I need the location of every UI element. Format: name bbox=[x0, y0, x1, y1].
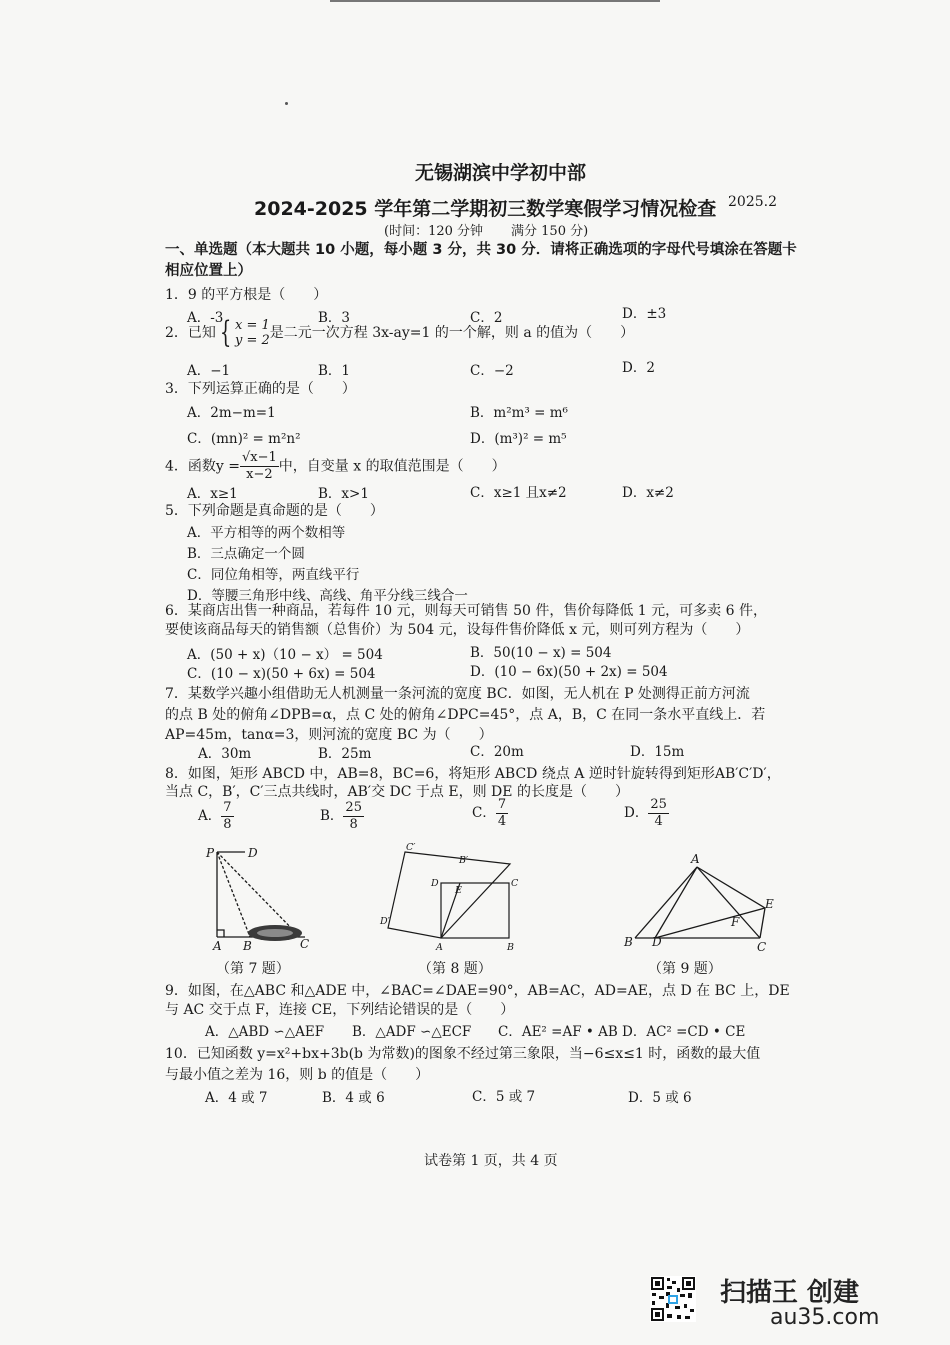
q6-option-d: D．(10 − 6x)(50 + 2x) = 504 bbox=[470, 664, 668, 680]
q8-c-num: 7 bbox=[497, 797, 507, 812]
q3-stem: 3．下列运算正确的是（ ） bbox=[165, 381, 356, 397]
exam-time: (时间：120 分钟 bbox=[384, 224, 484, 239]
school-name: 无锡湖滨中学初中部 bbox=[415, 162, 587, 184]
q2-stem bbox=[165, 315, 635, 350]
q9-line1: 9．如图，在△ABC 和△ADE 中，∠BAC=∠DAE=90°，AB=AC，AD=AE，点 D 在 BC 上，DE bbox=[165, 983, 790, 999]
fig9-line-ac bbox=[697, 867, 760, 938]
q10-line2: 与最小值之差为 16，则 b 的值是（ ） bbox=[165, 1067, 430, 1083]
q8-b-num: 25 bbox=[345, 800, 362, 815]
fig7-right-angle bbox=[217, 930, 224, 937]
q8-option-c bbox=[472, 797, 508, 830]
q8-line2: 当点 C，B′，C′三点共线时，AB′交 DC 于点 E，则 DE 的长度是（ ） bbox=[165, 784, 629, 800]
q6-option-b: B．50(10 − x) = 504 bbox=[470, 645, 612, 661]
q10-option-c: C．5 或 7 bbox=[472, 1089, 536, 1105]
q3-option-c: C．(mn)² = m²n² bbox=[187, 431, 301, 447]
q8-line1: 8．如图，矩形 ABCD 中，AB=8，BC=6，将矩形 ABCD 绕点 A 逆时针旋转得到矩形AB′C′D′， bbox=[165, 766, 781, 782]
fig8-label-c1: C′ bbox=[406, 842, 416, 853]
q5-option-a: A．平方相等的两个数相等 bbox=[187, 525, 346, 541]
q2-option-a: A．−1 bbox=[187, 363, 231, 379]
q8-d-den: 4 bbox=[654, 814, 663, 829]
q10-option-b: B．4 或 6 bbox=[322, 1090, 385, 1106]
q7-option-b: B．25m bbox=[318, 746, 372, 762]
page-footer: 试卷第 1 页，共 4 页 bbox=[424, 1153, 558, 1169]
q3-option-d: D．(m³)² = m⁵ bbox=[470, 431, 567, 447]
q8-b-fraction bbox=[343, 800, 364, 833]
fig9-line-ae bbox=[697, 867, 765, 908]
q7-line1: 7．某数学兴趣小组借助无人机测量一条河流的宽度 BC．如图，无人机在 P 处测得正前方河流 bbox=[165, 686, 750, 702]
q8-c-fraction bbox=[496, 797, 508, 830]
qr-code-icon bbox=[650, 1276, 696, 1322]
figure-9-caption: （第 9 题） bbox=[648, 961, 722, 977]
fig8-label-b1: B′ bbox=[459, 855, 469, 866]
q2-pre: 2．已知 bbox=[165, 325, 216, 341]
q9-option-c: C．AE² =AF • AB bbox=[498, 1024, 618, 1040]
figure-8 bbox=[375, 838, 535, 953]
fig7-label-a: A bbox=[213, 939, 222, 953]
exam-date: 2025.2 bbox=[728, 194, 777, 210]
q4-option-b: B．x>1 bbox=[318, 486, 369, 502]
fig7-label-p: P bbox=[206, 846, 215, 860]
q5-stem: 5．下列命题是真命题的是（ ） bbox=[165, 503, 384, 519]
q4-post: 中，自变量 x 的取值范围是（ ） bbox=[278, 458, 506, 475]
q8-b-den: 8 bbox=[349, 817, 358, 832]
fig9-line-ad bbox=[655, 867, 697, 938]
q8-option-d bbox=[624, 797, 669, 830]
fig9-label-f: F bbox=[731, 915, 740, 929]
q6-option-c: C．(10 − x)(50 + 6x) = 504 bbox=[187, 666, 376, 682]
q3-option-b: B．m²m³ = m⁶ bbox=[470, 405, 568, 421]
q4-option-d: D．x≠2 bbox=[622, 485, 674, 501]
top-edge-line bbox=[330, 0, 660, 2]
fig7-line-pb bbox=[217, 852, 250, 937]
q3-option-a: A．2m−m=1 bbox=[187, 405, 276, 421]
q6-line2: 要使该商品每天的销售额（总售价）为 504 元，设每件售价降低 x 元，则可列方程为（ ） bbox=[165, 622, 750, 638]
q8-option-a bbox=[198, 800, 234, 833]
figure-9 bbox=[615, 848, 790, 958]
watermark-site: au35.com bbox=[770, 1305, 880, 1330]
q6-line1: 6．某商店出售一种商品，若每件 10 元，则每天可销售 50 件，售价每降低 1 元，可多卖 6 件， bbox=[165, 603, 767, 619]
fig9-label-a: A bbox=[691, 852, 700, 866]
q2-system bbox=[235, 318, 270, 348]
watermark-brand: 扫描王 创建 bbox=[720, 1278, 860, 1308]
exam-score: 满分 150 分) bbox=[511, 224, 589, 239]
fig9-label-e: E bbox=[765, 897, 774, 911]
q4-denominator: x−2 bbox=[246, 467, 273, 482]
q8-d-num: 25 bbox=[650, 797, 667, 812]
q9-option-b: B．△ADF ∽△ECF bbox=[352, 1024, 472, 1040]
exam-title: 2024-2025 学年第二学期初三数学寒假学习情况检查 bbox=[254, 198, 717, 220]
fig8-label-d1: D′ bbox=[380, 916, 390, 927]
q8-a-fraction bbox=[221, 800, 233, 833]
q4-fraction bbox=[240, 450, 279, 483]
fig9-line-ce bbox=[760, 908, 765, 938]
q1-option-b: B．3 bbox=[318, 310, 351, 326]
fig7-label-b: B bbox=[243, 939, 252, 953]
fig8-label-a: A bbox=[436, 942, 443, 953]
fig9-line-de bbox=[655, 908, 765, 938]
fig7-river-highlight bbox=[257, 929, 293, 937]
q7-line3: AP=45m，tanα=3，则河流的宽度 BC 为（ ） bbox=[165, 727, 493, 743]
fig9-label-b: B bbox=[624, 935, 633, 949]
fig9-label-c: C bbox=[757, 940, 767, 954]
q1-option-d: D．±3 bbox=[622, 306, 667, 322]
q8-c-letter: C． bbox=[472, 805, 496, 821]
q8-b-letter: B． bbox=[320, 808, 344, 824]
figure-7 bbox=[195, 840, 325, 955]
q6-option-a: A．(50 + x)（10 − x） = 504 bbox=[187, 647, 383, 663]
q4-numerator: √x−1 bbox=[242, 450, 277, 465]
q8-a-letter: A． bbox=[198, 808, 222, 824]
q9-line2: 与 AC 交于点 F，连接 CE，下列结论错误的是（ ） bbox=[165, 1002, 515, 1018]
exam-meta bbox=[384, 220, 588, 239]
q7-option-d: D．15m bbox=[630, 744, 685, 760]
q8-a-den: 8 bbox=[223, 817, 232, 832]
fig9-label-d: D bbox=[652, 935, 662, 949]
fig9-line-ab bbox=[635, 867, 697, 938]
q7-option-a: A．30m bbox=[198, 746, 252, 762]
q8-c-den: 4 bbox=[497, 814, 507, 829]
q2-post: 是二元一次方程 3x-ay=1 的一个解，则 a 的值为（ ） bbox=[269, 325, 635, 341]
q8-option-b bbox=[320, 800, 364, 833]
fig8-label-c: C bbox=[511, 878, 519, 889]
figure-7-caption: （第 7 题） bbox=[216, 961, 290, 977]
figure-8-caption: （第 8 题） bbox=[418, 961, 492, 977]
q9-option-a: A．△ABD ∽△AEF bbox=[205, 1024, 325, 1040]
q9-option-d: D．AC² =CD • CE bbox=[622, 1024, 746, 1040]
fig8-label-b: B bbox=[507, 942, 514, 953]
section-heading: 一、单选题（本大题共 10 小题，每小题 3 分，共 30 分．请将正确选项的字母代号填涂在答题卡相应位置上） bbox=[165, 242, 797, 279]
q2-eq1: x = 1 bbox=[235, 318, 270, 333]
q4-pre: 4．函数y = bbox=[165, 458, 240, 475]
q10-option-a: A．4 或 7 bbox=[205, 1090, 268, 1106]
q10-option-d: D．5 或 6 bbox=[628, 1090, 692, 1106]
q7-option-c: C．20m bbox=[470, 744, 524, 760]
fig8-rect-abcd bbox=[441, 883, 509, 938]
q1-stem: 1．9 的平方根是（ ） bbox=[165, 287, 328, 303]
q8-d-fraction bbox=[648, 797, 669, 830]
brace-symbol: { bbox=[219, 315, 232, 350]
fig8-label-e: E bbox=[455, 885, 462, 896]
q5-option-b: B．三点确定一个圆 bbox=[187, 546, 305, 562]
q2-eq2: y = 2 bbox=[235, 333, 270, 348]
q1-option-c: C．2 bbox=[470, 310, 503, 326]
q4-option-a: A．x≥1 bbox=[187, 486, 238, 502]
scan-speck bbox=[285, 102, 288, 105]
q8-a-num: 7 bbox=[223, 800, 232, 815]
q10-line1: 10．已知函数 y=x²+bx+3b(b 为常数)的图象不经过第三象限，当−6≤x≤1 时，函数的最大值 bbox=[165, 1046, 761, 1062]
q2-option-b: B．1 bbox=[318, 363, 351, 379]
q8-d-letter: D． bbox=[624, 805, 649, 821]
q2-option-c: C．−2 bbox=[470, 363, 514, 379]
fig7-label-d: D bbox=[248, 846, 258, 860]
q7-line2: 的点 B 处的俯角∠DPB=α，点 C 处的俯角∠DPC=45°，点 A，B，C 在同一条水平直线上．若 bbox=[165, 707, 766, 723]
fig7-line-pc bbox=[217, 852, 300, 937]
q5-option-d: D．等腰三角形中线、高线、角平分线三线合一 bbox=[187, 588, 468, 604]
q1-option-a: A．-3 bbox=[187, 310, 224, 326]
q5-option-c: C．同位角相等，两直线平行 bbox=[187, 567, 360, 583]
q2-option-d: D．2 bbox=[622, 360, 655, 376]
fig8-label-d: D bbox=[431, 878, 439, 889]
q4-stem bbox=[165, 450, 506, 483]
q4-option-c: C．x≥1 且x≠2 bbox=[470, 485, 567, 501]
fig7-label-c: C bbox=[300, 937, 310, 951]
fig8-rect-rotated bbox=[388, 852, 510, 938]
